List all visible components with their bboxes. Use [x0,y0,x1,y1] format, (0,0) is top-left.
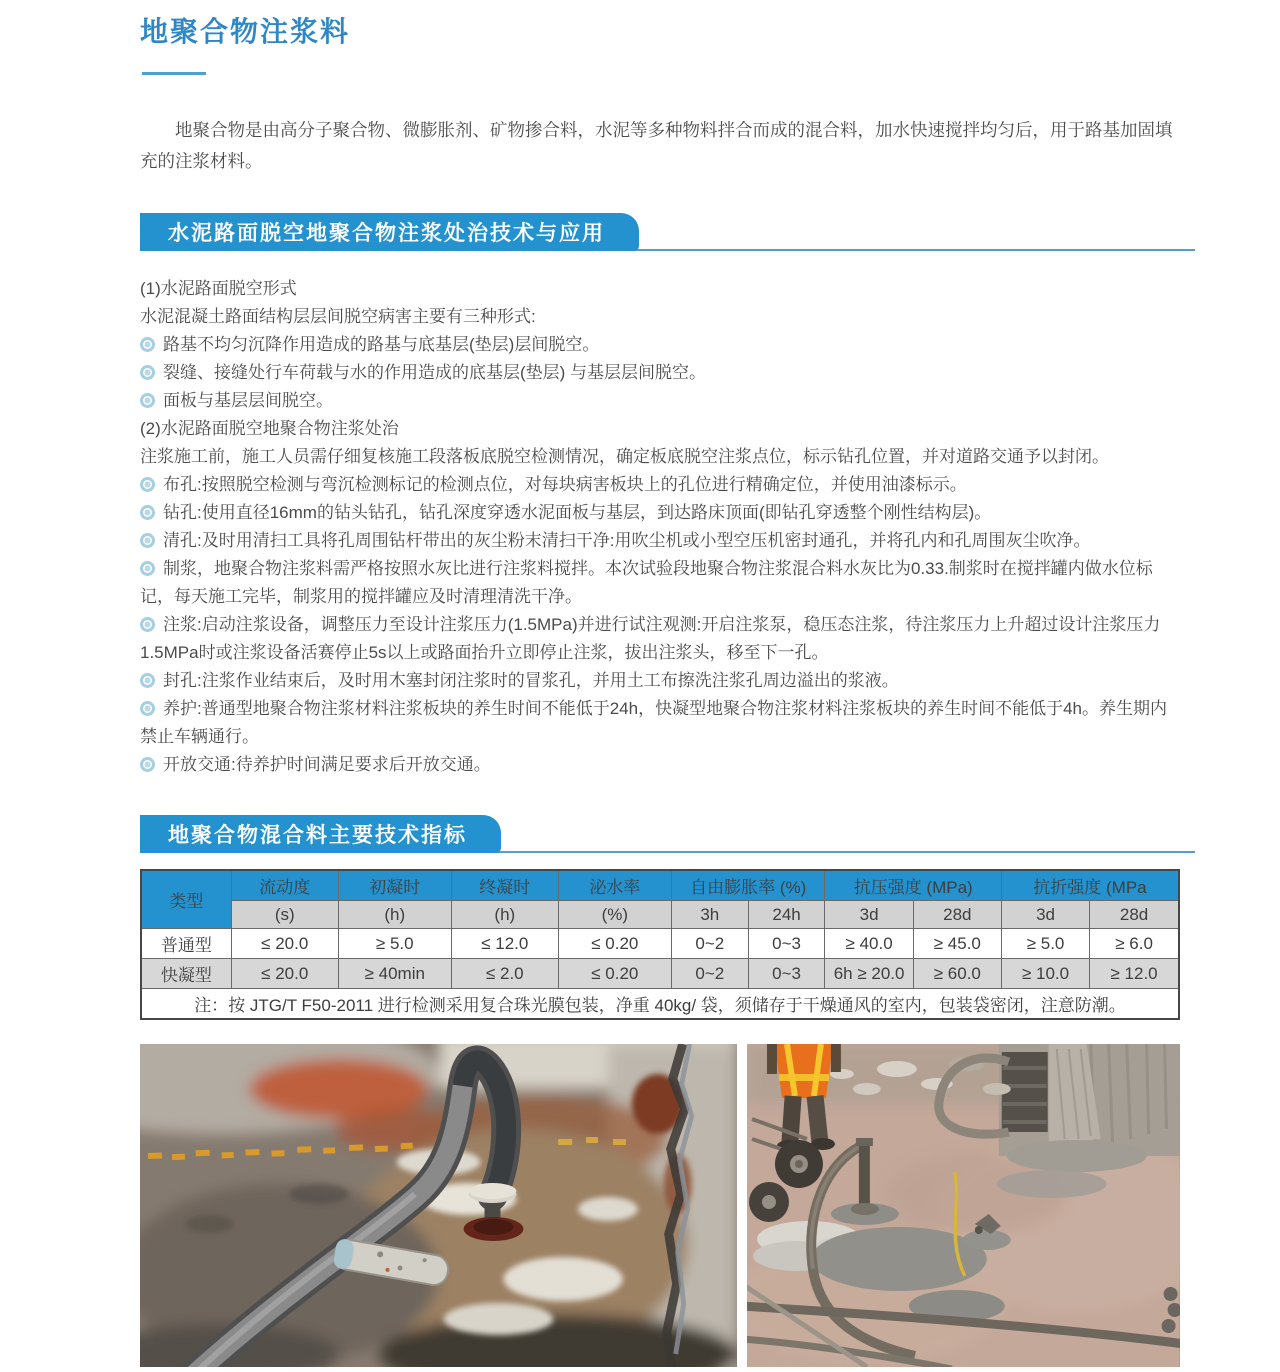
section1-banner-row [140,213,1180,251]
body-paragraph: 封孔:注浆作业结束后，及时用木塞封闭注浆时的冒浆孔，并用土工布擦洗注浆孔周边溢出的浆液。 [140,667,1180,695]
value-cell: ≥ 60.0 [913,959,1001,989]
col-unit-header: 3d [825,901,913,929]
value-cell: 0~2 [671,929,748,959]
table-note: 注：按 JTG/T F50-2011 进行检测采用复合珠光膜包装，净重 40kg/ 袋，须储存于干燥通风的室内，包装袋密闭，注意防潮。 [141,989,1179,1020]
section2-heading: 地聚合物混合料主要技术指标 [140,815,501,853]
value-cell: ≤ 20.0 [231,929,338,959]
photo-grouting-site [747,1044,1180,1367]
body-paragraph: (2)水泥路面脱空地聚合物注浆处治 [140,419,399,438]
value-cell: 0~2 [671,959,748,989]
spec-table-wrap [140,869,1180,1020]
col-group-header: 抗折强度 (MPa [1001,870,1179,901]
value-cell: ≥ 40.0 [825,929,913,959]
bullet-icon [140,701,155,716]
body-paragraph: 面板与基层层间脱空。 [140,387,1180,415]
value-cell: ≤ 2.0 [451,959,558,989]
bullet-icon [140,561,155,576]
body-paragraph: 注浆施工前，施工人员需仔细复核施工段落板底脱空检测情况，确定板底脱空注浆点位，标示钻孔位置，并对道路交通予以封闭。 [140,447,1109,466]
bullet-icon [140,617,155,632]
value-cell: 0~3 [748,959,825,989]
spec-table-body [141,929,1179,1020]
col-unit-header: 3d [1001,901,1089,929]
table-row [141,929,1179,959]
page-title: 地聚合物注浆料 [140,16,351,47]
bullet-icon [140,477,155,492]
title-underline [142,72,206,75]
body-paragraph: 裂缝、接缝处行车荷载与水的作用造成的底基层(垫层) 与基层层间脱空。 [140,359,1180,387]
body-paragraph: 注浆:启动注浆设备，调整压力至设计注浆压力(1.5MPa)并进行试注观测:开启注浆泵，稳压态注浆，待注浆压力上升超过设计注浆压力1.5MPa时或注浆设备活赛停止5s以上或路面抬升立即停止注浆，拔出注浆头，移至下一孔。 [140,615,1161,662]
value-cell: ≤ 20.0 [231,959,338,989]
col-unit-header: (%) [558,901,671,929]
photo-grouting-hole [140,1044,737,1367]
body-paragraph: 钻孔:使用直径16mm的钻头钻孔，钻孔深度穿透水泥面板与基层，到达路床顶面(即钻孔穿透整个刚性结构层)。 [140,499,1180,527]
value-cell: ≥ 40min [338,959,451,989]
row-type-cell: 快凝型 [141,959,231,989]
table-row [141,959,1179,989]
col-group-header: 泌水率 [558,870,671,901]
bullet-icon [140,337,155,352]
value-cell: ≥ 5.0 [1001,929,1089,959]
col-unit-header: 3h [671,901,748,929]
body-paragraph: 开放交通:待养护时间满足要求后开放交通。 [140,751,1180,779]
bullet-icon [140,365,155,380]
body-paragraph: 布孔:按照脱空检测与弯沉检测标记的检测点位，对每块病害板块上的孔位进行精确定位，并使用油漆标示。 [140,471,1180,499]
value-cell: 6h ≥ 20.0 [825,959,913,989]
value-cell: ≤ 0.20 [558,959,671,989]
value-cell: ≥ 12.0 [1090,959,1179,989]
bullet-icon [140,757,155,772]
spec-table-head [141,870,1179,929]
section1-heading: 水泥路面脱空地聚合物注浆处治技术与应用 [140,213,639,251]
value-cell: ≥ 10.0 [1001,959,1089,989]
body-paragraph: (1)水泥路面脱空形式 [140,279,297,298]
body-paragraph: 制浆，地聚合物注浆料需严格按照水灰比进行注浆料搅拌。本次试验段地聚合物注浆混合料水灰比为0.33.制浆时在搅拌罐内做水位标记，每天施工完毕，制浆用的搅拌罐应及时清理清洗干净。 [140,559,1153,606]
bullet-icon [140,505,155,520]
photo-row [140,1044,1180,1367]
body-paragraph: 路基不均匀沉降作用造成的路基与底基层(垫层)层间脱空。 [140,331,1180,359]
col-group-header: 终凝时 [451,870,558,901]
col-unit-header: (h) [451,901,558,929]
col-unit-header: (h) [338,901,451,929]
col-group-header: 自由膨胀率 (%) [671,870,825,901]
col-group-header: 流动度 [231,870,338,901]
col-group-header: 初凝时 [338,870,451,901]
section1-body [140,275,1180,779]
body-paragraph: 水泥混凝土路面结构层层间脱空病害主要有三种形式: [140,307,536,326]
section2-banner-row [140,815,1180,853]
bullet-icon [140,673,155,688]
body-paragraph: 养护:普通型地聚合物注浆材料注浆板块的养生时间不能低于24h，快凝型地聚合物注浆材料注浆板块的养生时间不能低于4h。养生期内禁止车辆通行。 [140,699,1167,746]
grouting-hole-illustration [140,1044,737,1367]
body-paragraph: 清孔:及时用清扫工具将孔周围钻杆带出的灰尘粉末清扫干净:用吹尘机或小型空压机密封通孔，并将孔内和孔周围灰尘吹净。 [140,527,1180,555]
bullet-icon [140,393,155,408]
grouting-site-illustration [747,1044,1180,1367]
spec-table [140,869,1180,1020]
bullet-icon [140,533,155,548]
value-cell: ≥ 6.0 [1090,929,1179,959]
col-group-header: 抗压强度 (MPa) [825,870,1001,901]
value-cell: ≥ 5.0 [338,929,451,959]
col-unit-header: 28d [1090,901,1179,929]
value-cell: 0~3 [748,929,825,959]
value-cell: ≤ 12.0 [451,929,558,959]
col-unit-header: 24h [748,901,825,929]
col-unit-header: 28d [913,901,1001,929]
value-cell: ≤ 0.20 [558,929,671,959]
col-header-type: 类型 [141,870,231,929]
value-cell: ≥ 45.0 [913,929,1001,959]
row-type-cell: 普通型 [141,929,231,959]
intro-paragraph: 地聚合物是由高分子聚合物、微膨胀剂、矿物掺合料，水泥等多种物料拌合而成的混合料，加水快速搅拌均匀后，用于路基加固填充的注浆材料。 [140,120,1173,171]
col-unit-header: (s) [231,901,338,929]
